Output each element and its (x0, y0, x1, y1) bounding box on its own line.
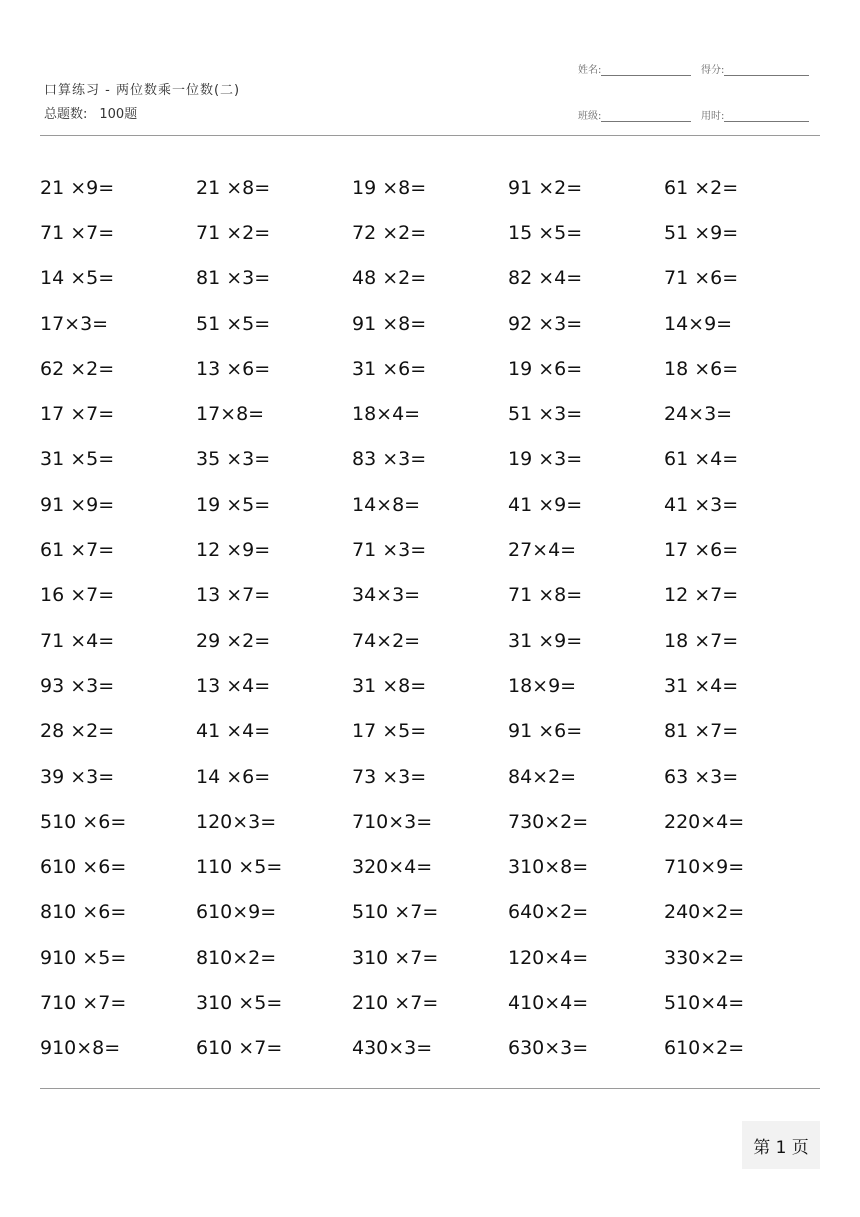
problem: 14 ×6= (196, 765, 271, 788)
problem-row (40, 935, 820, 980)
problem: 41 ×9= (508, 493, 583, 516)
score-label: 得分: (701, 65, 725, 76)
problem: 91 ×9= (40, 493, 115, 516)
problem: 62 ×2= (40, 357, 115, 380)
problem: 35 ×3= (196, 448, 271, 471)
problem: 91 ×2= (508, 176, 583, 199)
problem: 21 ×9= (40, 176, 115, 199)
class-field[interactable] (578, 107, 691, 122)
problem: 84×2= (508, 765, 577, 788)
problem: 81 ×7= (664, 720, 739, 743)
name-blank[interactable] (601, 63, 691, 76)
problem-row (40, 437, 820, 482)
problem: 51 ×3= (508, 403, 583, 426)
problem: 51 ×9= (664, 221, 739, 244)
problem: 220×4= (664, 810, 745, 833)
problem: 27×4= (508, 539, 577, 562)
problem-row (40, 391, 820, 436)
problem: 510 ×7= (352, 901, 439, 924)
problem: 610×9= (196, 901, 277, 924)
problem: 610×2= (664, 1037, 745, 1060)
time-blank[interactable] (724, 109, 809, 122)
class-blank[interactable] (601, 109, 691, 122)
problem-row (40, 301, 820, 346)
problem: 16 ×7= (40, 584, 115, 607)
problem-row (40, 210, 820, 255)
problem: 13 ×4= (196, 674, 271, 697)
problem-row (40, 527, 820, 572)
score-field[interactable] (701, 61, 809, 76)
problem: 41 ×3= (664, 493, 739, 516)
problem: 19 ×5= (196, 493, 271, 516)
problem: 640×2= (508, 901, 589, 924)
problem: 910×8= (40, 1037, 121, 1060)
worksheet-title: 口算练习 - 两位数乘一位数(二) (44, 83, 241, 98)
problem: 31 ×4= (664, 674, 739, 697)
total-count (44, 103, 137, 122)
problem: 13 ×6= (196, 357, 271, 380)
problem: 61 ×4= (664, 448, 739, 471)
problem: 17 ×7= (40, 403, 115, 426)
problem: 19 ×3= (508, 448, 583, 471)
problem: 910 ×5= (40, 946, 127, 969)
time-field[interactable] (701, 107, 809, 122)
problem: 18 ×6= (664, 357, 739, 380)
problem: 14×9= (664, 312, 733, 335)
page-number-badge (742, 1121, 820, 1169)
problem: 310 ×5= (196, 991, 283, 1014)
problem: 240×2= (664, 901, 745, 924)
problem-row (40, 482, 820, 527)
problem-row (40, 890, 820, 935)
problem: 310 ×7= (352, 946, 439, 969)
problem: 14×8= (352, 493, 421, 516)
problem: 93 ×3= (40, 674, 115, 697)
problem: 610 ×7= (196, 1037, 283, 1060)
problem: 41 ×4= (196, 720, 271, 743)
problem: 83 ×3= (352, 448, 427, 471)
problem: 110 ×5= (196, 856, 283, 879)
page-number-label: 第 1 页 (753, 1137, 809, 1158)
problem: 17×3= (40, 312, 109, 335)
problem: 430×3= (352, 1037, 433, 1060)
total-count-value: 100题 (99, 107, 138, 122)
problem: 48 ×2= (352, 267, 427, 290)
problem: 71 ×3= (352, 539, 427, 562)
problem: 17×8= (196, 403, 265, 426)
problem: 71 ×2= (196, 221, 271, 244)
problem: 17 ×6= (664, 539, 739, 562)
problem: 71 ×4= (40, 629, 115, 652)
problem: 18×4= (352, 403, 421, 426)
problem-row (40, 663, 820, 708)
footer-divider (40, 1088, 820, 1089)
problem-row (40, 346, 820, 391)
header-divider (40, 135, 820, 136)
problem: 31 ×5= (40, 448, 115, 471)
problem: 710×3= (352, 810, 433, 833)
problem: 120×4= (508, 946, 589, 969)
problem: 51 ×5= (196, 312, 271, 335)
problem-row (40, 754, 820, 799)
problem-row (40, 844, 820, 889)
problem: 14 ×5= (40, 267, 115, 290)
problem: 19 ×8= (352, 176, 427, 199)
problem: 21 ×8= (196, 176, 271, 199)
problem: 24×3= (664, 403, 733, 426)
problem: 73 ×3= (352, 765, 427, 788)
problem-grid (40, 165, 820, 1071)
problem: 12 ×9= (196, 539, 271, 562)
name-label: 姓名: (578, 65, 602, 76)
problem: 71 ×6= (664, 267, 739, 290)
problem: 310×8= (508, 856, 589, 879)
problem: 120×3= (196, 810, 277, 833)
problem-row (40, 618, 820, 663)
problem: 630×3= (508, 1037, 589, 1060)
problem: 71 ×8= (508, 584, 583, 607)
problem: 410×4= (508, 991, 589, 1014)
problem: 81 ×3= (196, 267, 271, 290)
problem: 610 ×6= (40, 856, 127, 879)
problem: 61 ×2= (664, 176, 739, 199)
problem: 28 ×2= (40, 720, 115, 743)
problem: 63 ×3= (664, 765, 739, 788)
problem: 810 ×6= (40, 901, 127, 924)
problem: 15 ×5= (508, 221, 583, 244)
name-field[interactable] (578, 61, 691, 76)
problem-row (40, 165, 820, 210)
problem-row (40, 799, 820, 844)
problem: 72 ×2= (352, 221, 427, 244)
problem: 210 ×7= (352, 991, 439, 1014)
problem: 510 ×6= (40, 810, 127, 833)
problem: 18 ×7= (664, 629, 739, 652)
problem: 91 ×6= (508, 720, 583, 743)
problem: 31 ×9= (508, 629, 583, 652)
time-label: 用时: (701, 111, 725, 122)
problem: 92 ×3= (508, 312, 583, 335)
problem: 510×4= (664, 991, 745, 1014)
problem: 82 ×4= (508, 267, 583, 290)
problem-row (40, 980, 820, 1025)
problem-row (40, 709, 820, 754)
problem: 61 ×7= (40, 539, 115, 562)
problem: 330×2= (664, 946, 745, 969)
problem: 710 ×7= (40, 991, 127, 1014)
problem-row (40, 256, 820, 301)
problem: 19 ×6= (508, 357, 583, 380)
problem: 810×2= (196, 946, 277, 969)
problem: 17 ×5= (352, 720, 427, 743)
total-count-label: 总题数: (44, 107, 88, 122)
problem: 13 ×7= (196, 584, 271, 607)
problem: 12 ×7= (664, 584, 739, 607)
problem: 71 ×7= (40, 221, 115, 244)
problem-row (40, 1026, 820, 1071)
problem: 730×2= (508, 810, 589, 833)
problem-row (40, 573, 820, 618)
score-blank[interactable] (724, 63, 809, 76)
problem: 31 ×8= (352, 674, 427, 697)
problem: 320×4= (352, 856, 433, 879)
problem: 710×9= (664, 856, 745, 879)
class-label: 班级: (578, 111, 602, 122)
problem: 91 ×8= (352, 312, 427, 335)
problem: 31 ×6= (352, 357, 427, 380)
problem: 18×9= (508, 674, 577, 697)
problem: 39 ×3= (40, 765, 115, 788)
problem: 74×2= (352, 629, 421, 652)
problem: 29 ×2= (196, 629, 271, 652)
problem: 34×3= (352, 584, 421, 607)
